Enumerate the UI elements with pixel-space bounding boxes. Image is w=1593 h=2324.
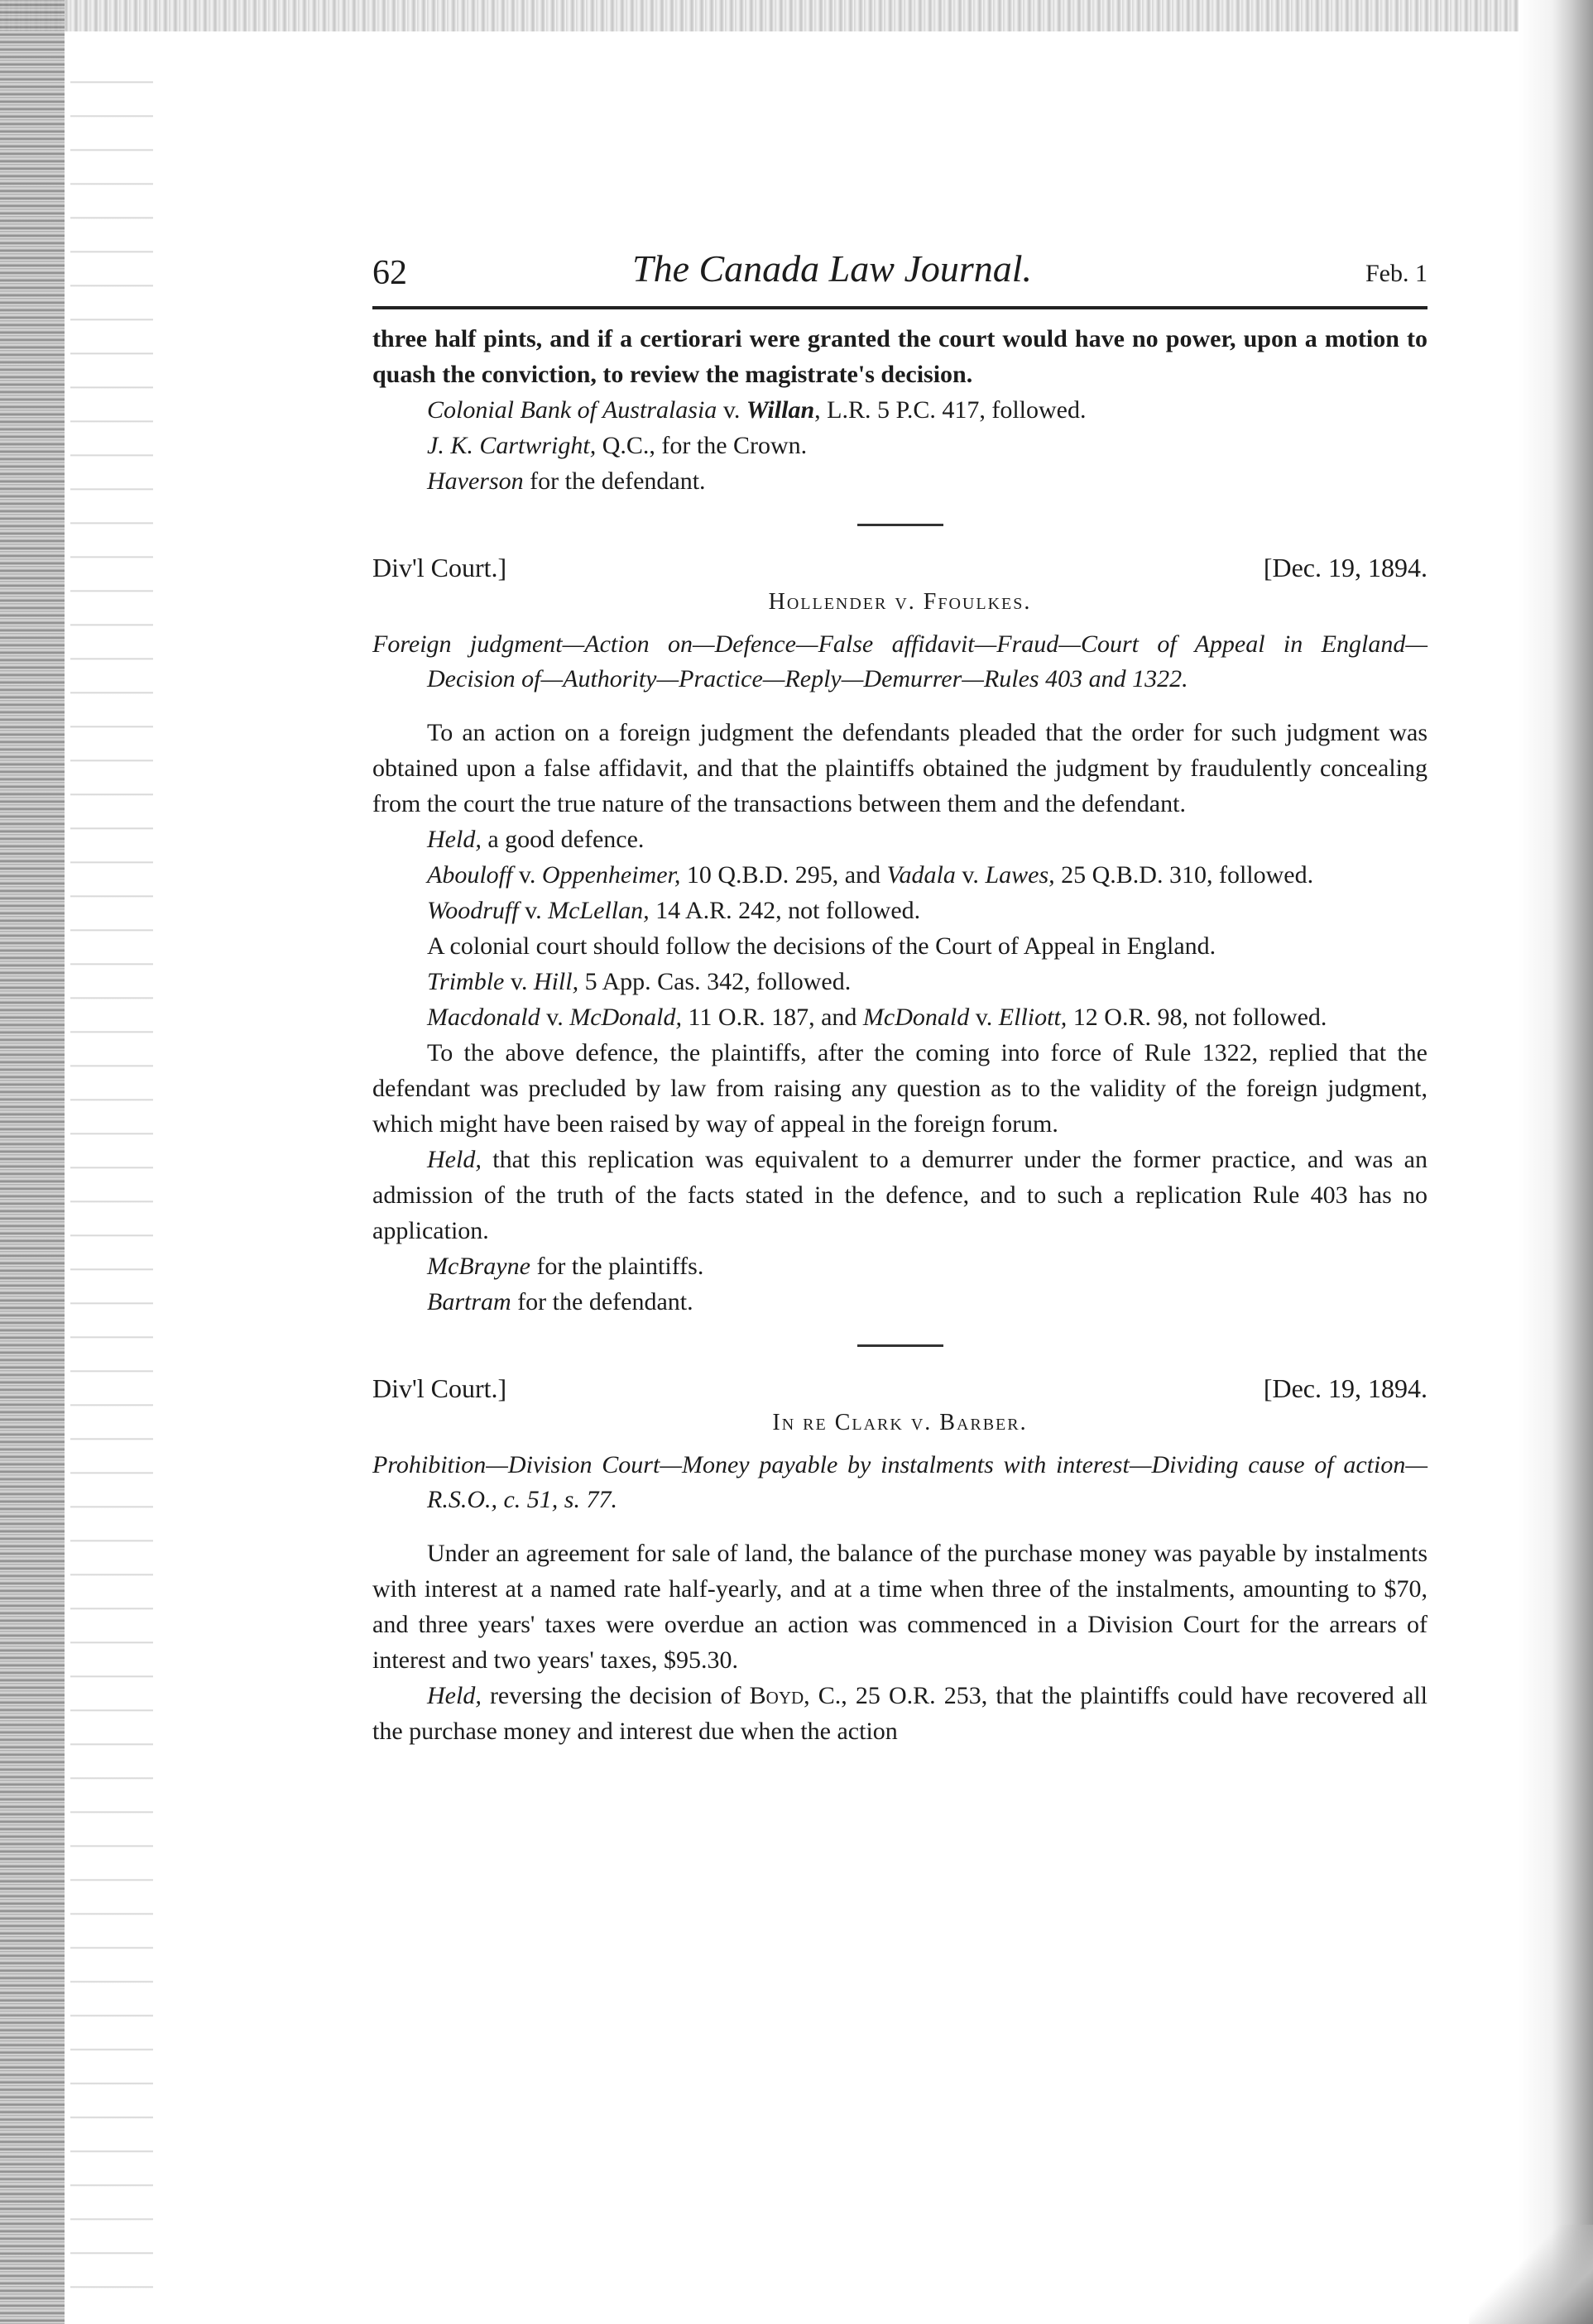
header-rule (372, 306, 1427, 309)
citation-line (372, 964, 1427, 999)
citation-text: 10 Q.B.D. 295, and (680, 861, 887, 889)
citation-line (372, 999, 1427, 1035)
counsel-role: for the defendant. (511, 1288, 693, 1315)
case-headnote: Foreign judgment—Action on—Defence—False affidavit—Fraud—Court of Appeal in England—Decision of—Authority—Practice—Reply—Demurrer—Rules 403 and 1322. (372, 630, 1427, 692)
citation-party: Elliott, (998, 1004, 1068, 1031)
citation-party: Trimble (427, 968, 505, 995)
issue-date: Feb. 1 (1365, 260, 1427, 287)
case-paragraph: To the above defence, the plaintiffs, after the coming into force of Rule 1322, replied that the defendant was precluded by law from raising any question as to the validity of the foreign judgment, which might have been raised by way of appeal in the foreign forum. (372, 1039, 1427, 1138)
case-title: In re Clark v. Barber. (772, 1410, 1028, 1435)
counsel-crown-name: J. K. Cartwright, (427, 432, 597, 459)
running-head (372, 247, 1427, 306)
held-line (372, 1678, 1427, 1749)
citation-party: Macdonald (427, 1004, 540, 1031)
citation-text: 5 App. Cas. 342, followed. (578, 968, 852, 995)
case-date: [Dec. 19, 1894. (1263, 1373, 1427, 1403)
section-separator (857, 1344, 943, 1347)
case-hollender (372, 553, 1427, 1320)
held-text: 25 O.R. 253, that the plaintiffs could have recovered all the purchase money and interest due when the action (372, 1682, 1427, 1745)
case-paragraph: A colonial court should follow the decisions of the Court of Appeal in England. (427, 932, 1216, 960)
counsel-role: for the plaintiffs. (530, 1253, 704, 1280)
citation-party: McDonald, (569, 1004, 683, 1031)
citation-text: 14 A.R. 242, not followed. (649, 897, 921, 924)
counsel-name: Bartram (427, 1288, 511, 1315)
counsel-plaintiffs (372, 1248, 1427, 1284)
citation-party: Oppenheimer, (541, 861, 681, 889)
counsel-defendant (372, 463, 1427, 499)
held-word: Held, (427, 1146, 482, 1173)
counsel-defendant (372, 1284, 1427, 1320)
journal-title: The Canada Law Journal. (632, 247, 1033, 290)
case-paragraph: To an action on a foreign judgment the defendants pleaded that the order for such judgment was obtained upon a false affidavit, and that the plaintiffs obtained the judgment by fraudulently concealing from the court the true nature of the transactions between them and the defendant. (372, 719, 1427, 817)
held-line (372, 1142, 1427, 1248)
citation-text: 25 Q.B.D. 310, followed. (1054, 861, 1314, 889)
held-text: reversing the decision of (481, 1682, 750, 1709)
citation-versus: v. (504, 968, 534, 995)
journal-page (372, 247, 1427, 1749)
court-name: Div'l Court.] (372, 553, 507, 582)
court-name: Div'l Court.] (372, 1373, 507, 1403)
citation-line (372, 857, 1427, 893)
citation-party: McDonald (862, 1004, 970, 1031)
held-text: a good defence. (481, 826, 645, 853)
counsel-defendant-name: Haverson (427, 467, 524, 495)
citation-party: Woodruff (427, 897, 519, 924)
citation-party: Vadala (886, 861, 956, 889)
citation-case: Colonial Bank of Australasia (427, 396, 717, 424)
citation-versus: v. (969, 1004, 999, 1031)
case-headnote: Prohibition—Division Court—Money payable by instalments with interest—Dividing cause of action—R.S.O., c. 51, s. 77. (372, 1451, 1427, 1513)
scan-border-top (0, 0, 1593, 31)
held-word: Held, (427, 826, 482, 853)
scan-border-left (0, 0, 65, 2324)
scan-corner-shadow (1469, 2225, 1593, 2324)
continued-paragraph: three half pints, and if a certiorari were granted the court would have no power, upon a motion to quash the conviction, to review the magistrate's decision. (372, 325, 1427, 388)
scan-margin-noise (70, 50, 153, 2300)
citation-line: Colonial Bank of Australasia v. Willan, L.R. 5 P.C. 417, followed. (427, 396, 1087, 424)
case-date: [Dec. 19, 1894. (1263, 553, 1427, 582)
citation-versus: v. (955, 861, 986, 889)
held-line (372, 822, 1427, 857)
counsel-name: McBrayne (427, 1253, 530, 1280)
section-separator (857, 524, 943, 526)
citation-text: 12 O.R. 98, not followed. (1067, 1004, 1327, 1031)
case-clark-barber (372, 1373, 1427, 1749)
counsel-crown (372, 428, 1427, 463)
counsel-defendant-rest: for the defendant. (523, 467, 706, 495)
case-title: Hollender v. Ffoulkes. (768, 589, 1032, 615)
court-line (372, 553, 1427, 589)
page-number: 62 (372, 254, 407, 292)
citation-party: Lawes, (985, 861, 1055, 889)
citation-versus: v. (512, 861, 542, 889)
citation-party: Willan (746, 396, 815, 424)
citation-party: Abouloff (427, 861, 513, 889)
scan-border-right (1519, 0, 1593, 2324)
counsel-crown-rest: Q.C., for the Crown. (596, 432, 808, 459)
citation-party: McLellan, (548, 897, 650, 924)
citation-line (372, 893, 1427, 928)
citation-rest: , L.R. 5 P.C. 417, followed. (814, 396, 1087, 424)
continued-case (372, 321, 1427, 499)
citation-versus: v. (518, 897, 549, 924)
case-paragraph: Under an agreement for sale of land, the balance of the purchase money was payable by instalments with interest at a named rate half-yearly, and at a time when three of the instalments, amounting to $70, and three years' taxes were overdue an action was commenced in a Division Court for the arrears of interest and two years' taxes, $95.30. (372, 1540, 1427, 1674)
held-text: that this replication was equivalent to a demurrer under the former practice, and was an admission of the truth of the facts stated in the defence, and to such a replication Rule 403 has no application. (372, 1146, 1427, 1244)
held-word: Held, (427, 1682, 482, 1709)
citation-party: Hill, (533, 968, 579, 995)
court-line (372, 1373, 1427, 1410)
citation-text: 11 O.R. 187, and (682, 1004, 863, 1031)
citation-versus: v. (540, 1004, 570, 1031)
judge-name: Boyd, C., (749, 1682, 847, 1709)
